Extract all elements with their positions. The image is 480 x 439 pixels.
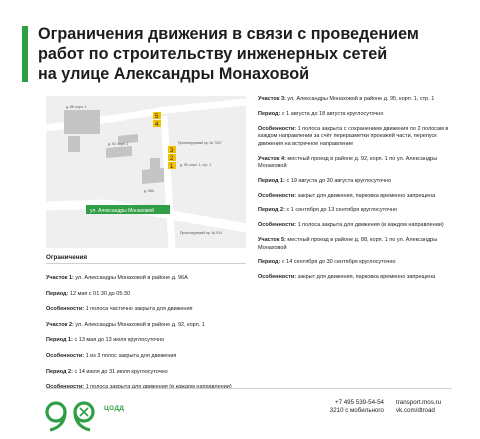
list-item: Период 1: с 19 августа до 30 августа круглосуточно [258,177,392,184]
footer-divider [46,388,452,389]
vk-link[interactable]: vk.com/dtroad [396,407,435,414]
section-divider [46,263,246,264]
links-block [396,399,441,415]
right-column [258,96,458,289]
left-column [46,254,252,400]
list-item: Период: 12 мая с 01:30 до 05:30 [46,290,131,297]
svg-text:4: 4 [155,122,159,128]
moscow-logo-icon [44,398,102,437]
building-block [64,110,100,134]
list-item: Участок 5: местный проезд в районе д. 88, корп. 1 по ул. Александры Монаховой [258,237,438,251]
map-street-label: ул. Александры Монаховой [90,208,155,214]
svg-text:2: 2 [170,156,174,162]
mobile-number: 3210 с мобильного [329,407,384,414]
page-title: Ограничения движения в связи с проведением работ по строительству инженерных сетей на улице Александры Монаховой [38,25,419,83]
list-item: Период: с 1 августа до 18 августа круглосуточно [258,110,384,117]
title-accent-bar [22,26,28,82]
map-svg [46,96,246,248]
codd-logo-text: ЦОДД [104,405,125,412]
section-title: Ограничения [46,254,88,261]
map-label-passage-1: Проектируемый пр. № 7007 [178,141,222,145]
list-item: Особенности: 1 полоса закрыта с сохранением движения по 2 полосам в каждом направлении за счёт переразметки проезжей части, перепуск движения на встречное направление [258,125,449,147]
map-label-building-92: д. 92, корп. 1 [108,142,129,146]
map [46,96,246,248]
list-item: Особенности: 1 полоса частично закрыта для движения [46,306,193,313]
list-item: Участок 2: ул. Александры Монаховой в районе д. 92, корп. 1 [46,321,205,328]
list-item: Особенности: закрыт для движения, парковка временно запрещена [258,274,436,281]
svg-text:5: 5 [155,114,159,120]
map-label-passage-2: Проектируемый пр. № 914 [180,231,222,235]
list-item: Участок 4: местный проезд в районе д. 92, корп. 1 по ул. Александры Монаховой [258,155,438,170]
phone-number[interactable]: +7 495 539-54-54 [334,399,384,406]
list-item: Период 2: с 14 июля до 31 июля круглосуточно [46,368,168,375]
list-item: Период 1: с 13 мая до 13 июля круглосуточно [46,337,165,344]
list-item: Участок 3: ул. Александры Монаховой в районе д. 95, корп. 1, стр. 1 [258,96,435,102]
phone-block [318,399,384,415]
map-label-building-96a: д. 96А [144,189,154,193]
list-item: Особенности: закрыт для движения, парковка временно запрещена [258,192,436,199]
list-item: Участок 1: ул. Александры Монаховой в районе д. 96А [46,275,188,281]
list-item: Особенности: 1 полоса закрыта для движения (в каждом направлении) [258,222,444,229]
svg-text:3: 3 [170,148,174,154]
svg-text:1: 1 [170,164,174,170]
list-item: Период: с 14 сентября до 30 сентября круглосуточно [258,259,396,266]
map-label-building-95: д. 95, корп. 1, стр. 1 [180,163,212,167]
list-item: Период 2: с 1 сентября до 13 сентября круглосуточно [258,207,398,214]
list-item: Особенности: 1 из 3 полос закрыта для движения [46,352,177,359]
site-link[interactable]: transport.mos.ru [396,399,442,406]
map-label-building-88: д. 88, корп. 1 [66,105,87,109]
